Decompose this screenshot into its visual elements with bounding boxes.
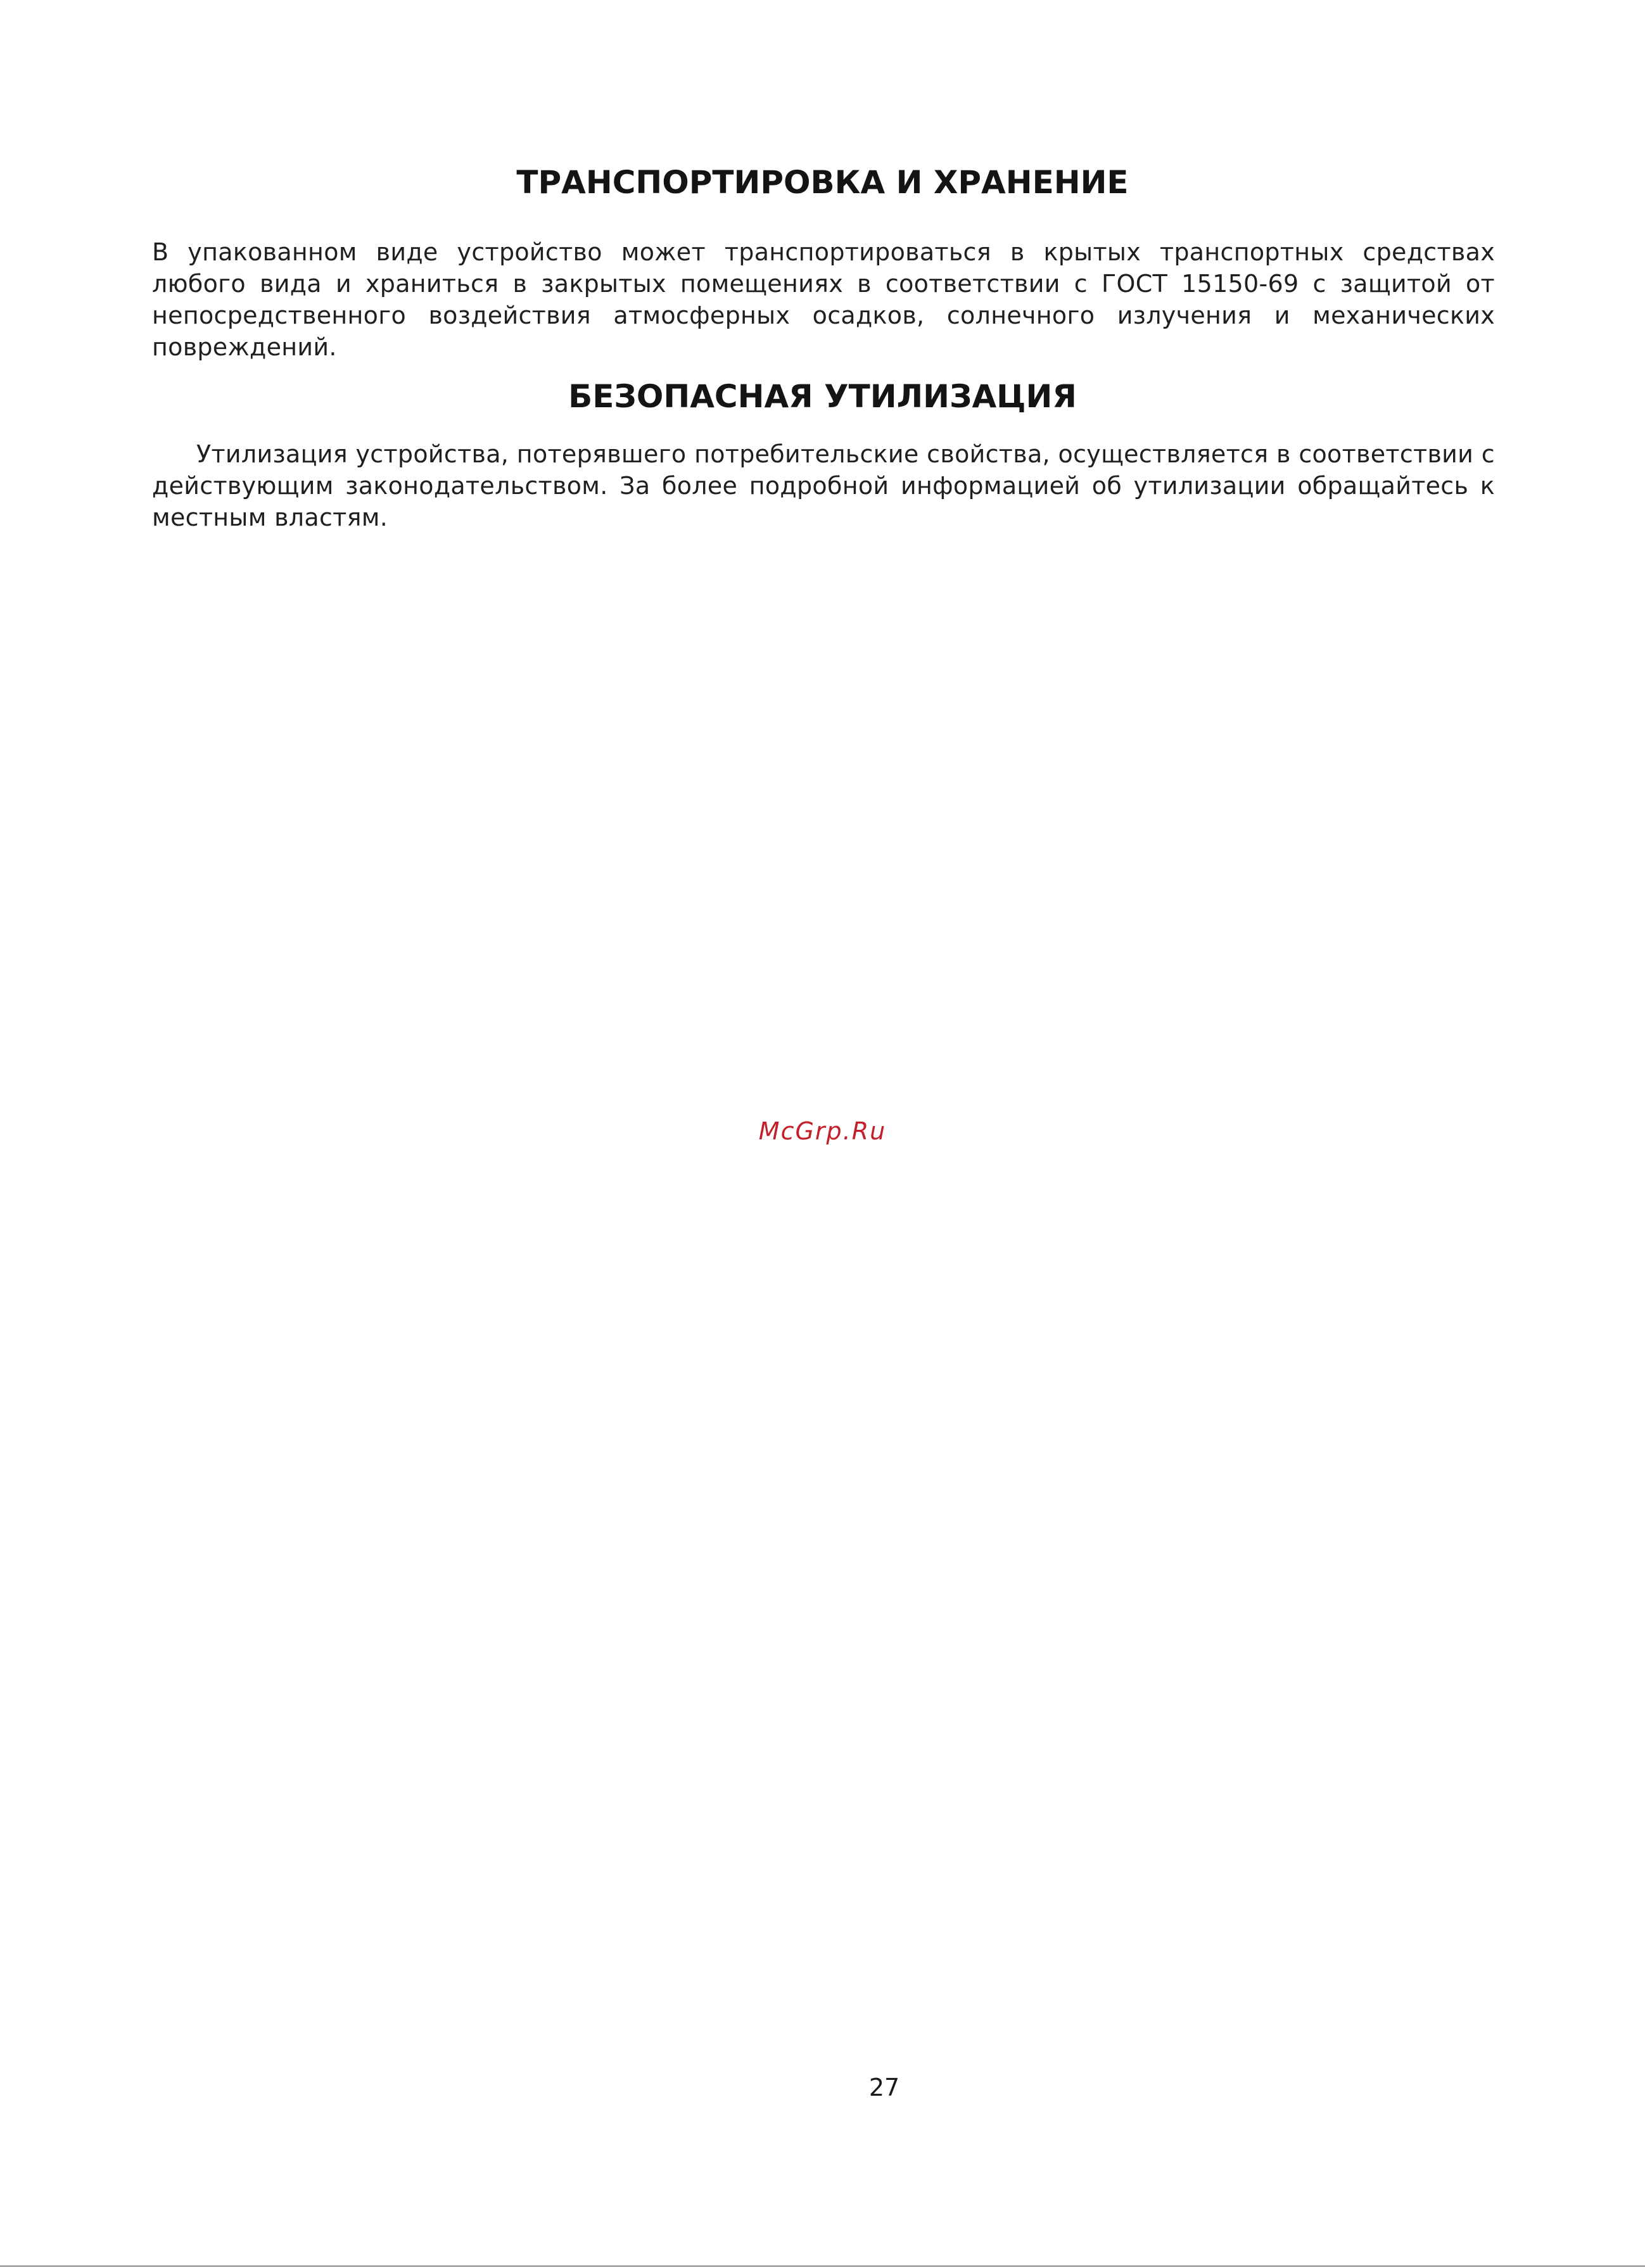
heading-safe-disposal: БЕЗОПАСНАЯ УТИЛИЗАЦИЯ [568, 378, 1077, 415]
watermark-link[interactable]: McGrp.Ru [758, 1117, 887, 1145]
page-bottom-divider [0, 2265, 1645, 2267]
paragraph-transport-storage: В упакованном виде устройство может транспортироваться в крытых транспортных средствах любого вида и храниться в закрытых помещениях в соответствии с ГОСТ 15150-69 с защитой от непосредственного воздействия атмосферных осадков, солнечного излучения и механических повреждений. [152, 238, 1495, 361]
paragraph-safe-disposal: Утилизация устройства, потерявшего потребительские свойства, осуществляется в соответствии с действующим законодательством. За более подробной информацией об утилизации обращайтесь к местным властям. [152, 440, 1495, 531]
heading-transport-storage: ТРАНСПОРТИРОВКА И ХРАНЕНИЕ [516, 164, 1129, 201]
page-number: 27 [868, 2074, 900, 2101]
